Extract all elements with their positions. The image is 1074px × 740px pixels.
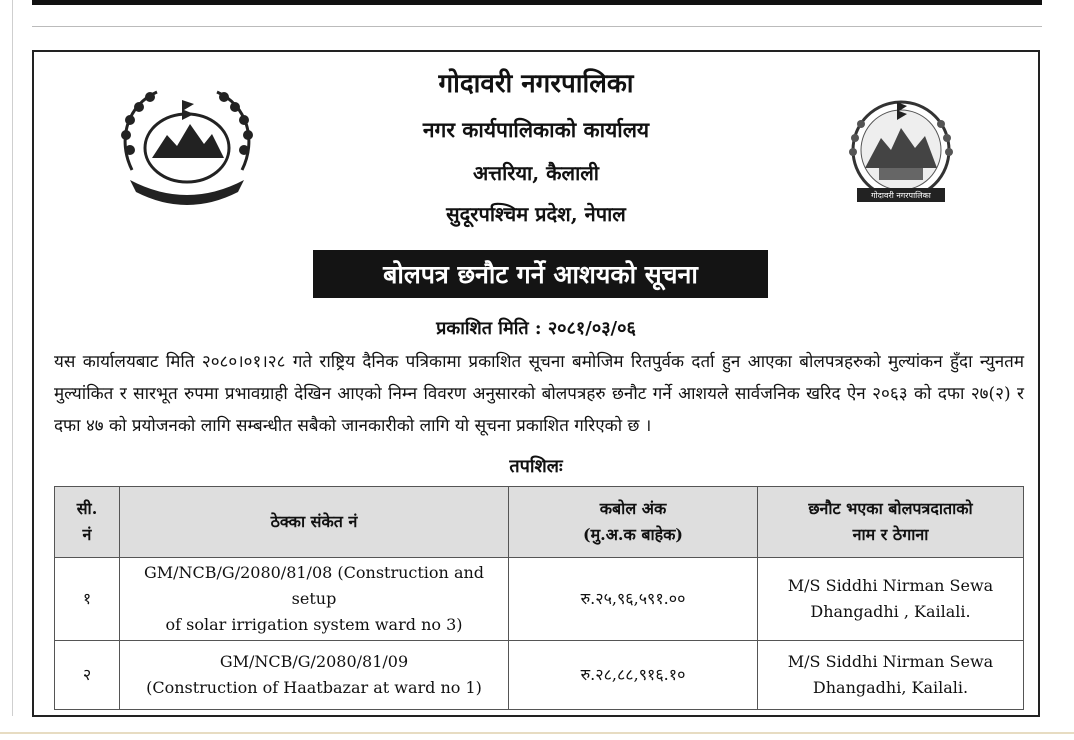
province-name: सुदूरपश्चिम प्रदेश, नेपाल [446, 202, 626, 226]
bottom-edge-line [0, 732, 1074, 734]
municipality-name: गोदावरी नगरपालिका [438, 69, 634, 99]
top-border-bar [32, 0, 1042, 5]
col-bidder-header [758, 487, 1024, 558]
row-bidder [758, 641, 1024, 710]
bidder-line2: Dhangadhi, Kailali. [812, 678, 969, 697]
contract-line2: (Construction of Haatbazar at ward no 1) [146, 678, 482, 697]
row-contract [120, 558, 509, 641]
row-contract [120, 641, 509, 710]
row-amount: रु.२८,८८,९१६.१० [509, 641, 758, 710]
row-bidder [758, 558, 1024, 641]
notice-frame [32, 50, 1040, 717]
seal-caption: गोदावरी नगरपालिका [871, 191, 931, 200]
table-row [55, 558, 1024, 641]
row-serial: १ [55, 558, 120, 641]
bid-selection-table [54, 486, 1024, 710]
bidder-header-line2: नाम र ठेगाना [852, 525, 929, 544]
serial-header-line2: नं [82, 525, 92, 544]
amount-header-line1: कबोल अंक [599, 499, 667, 518]
office-location: अत्तरिया, कैलाली [472, 161, 599, 185]
col-serial-header [55, 487, 120, 558]
bidder-header-line1: छनौट भएका बोलपत्रदाताको [808, 499, 973, 518]
published-date: प्रकाशित मिति : २०८१/०३/०६ [436, 318, 636, 339]
bidder-line1: M/S Siddhi Nirman Sewa [787, 652, 994, 671]
notice-body: यस कार्यालयबाट मिति २०८०।०१।२८ गते राष्ट्रिय दैनिक पत्रिकामा प्रकाशित सूचना बमोजिम रितपुर्वक दर्ता हुन आएका बोलपत्रहरुको मुल्यांकन हुँदा न्युनतम मुल्यांकित र सारभूत रुपमा प्रभावग्राही देखिन आएको निम्न विवरण अनुसारको बोलपत्रहरु छनौट गर्ने आशयले सार्वजनिक खरिद ऐन २०६३ को दफा २७(२) र दफा ४७ को प्रयोजनको लागि सम्बन्धीत सबैको जानकारीको लागि यो सूचना प्रकाशित गरिएको छ । [54, 352, 1024, 436]
serial-header-line1: सी. [76, 499, 98, 518]
col-contract-header: ठेक्का संकेत नं [120, 487, 509, 558]
top-divider [32, 26, 1042, 27]
table-header-row [55, 487, 1024, 558]
notice-title-banner: बोलपत्र छनौट गर्ने आशयको सूचना [313, 250, 768, 298]
row-amount: रु.२५,९६,५९१.०० [509, 558, 758, 641]
contract-line2: of solar irrigation system ward no 3) [165, 615, 463, 634]
contract-line1: GM/NCB/G/2080/81/09 [219, 652, 409, 671]
col-amount-header [509, 487, 758, 558]
bidder-line2: Dhangadhi , Kailali. [810, 602, 971, 621]
table-row [55, 641, 1024, 710]
office-name: नगर कार्यपालिकाको कार्यालय [422, 117, 650, 142]
row-serial: २ [55, 641, 120, 710]
amount-header-line2: (मु.अ.क बाहेक) [583, 525, 683, 544]
bidder-line1: M/S Siddhi Nirman Sewa [787, 576, 994, 595]
contract-line1: GM/NCB/G/2080/81/08 (Construction and setup [143, 563, 485, 608]
details-heading: तपशिलः [509, 456, 563, 477]
municipality-seal-logo [839, 90, 964, 215]
left-edge-line [12, 0, 13, 716]
